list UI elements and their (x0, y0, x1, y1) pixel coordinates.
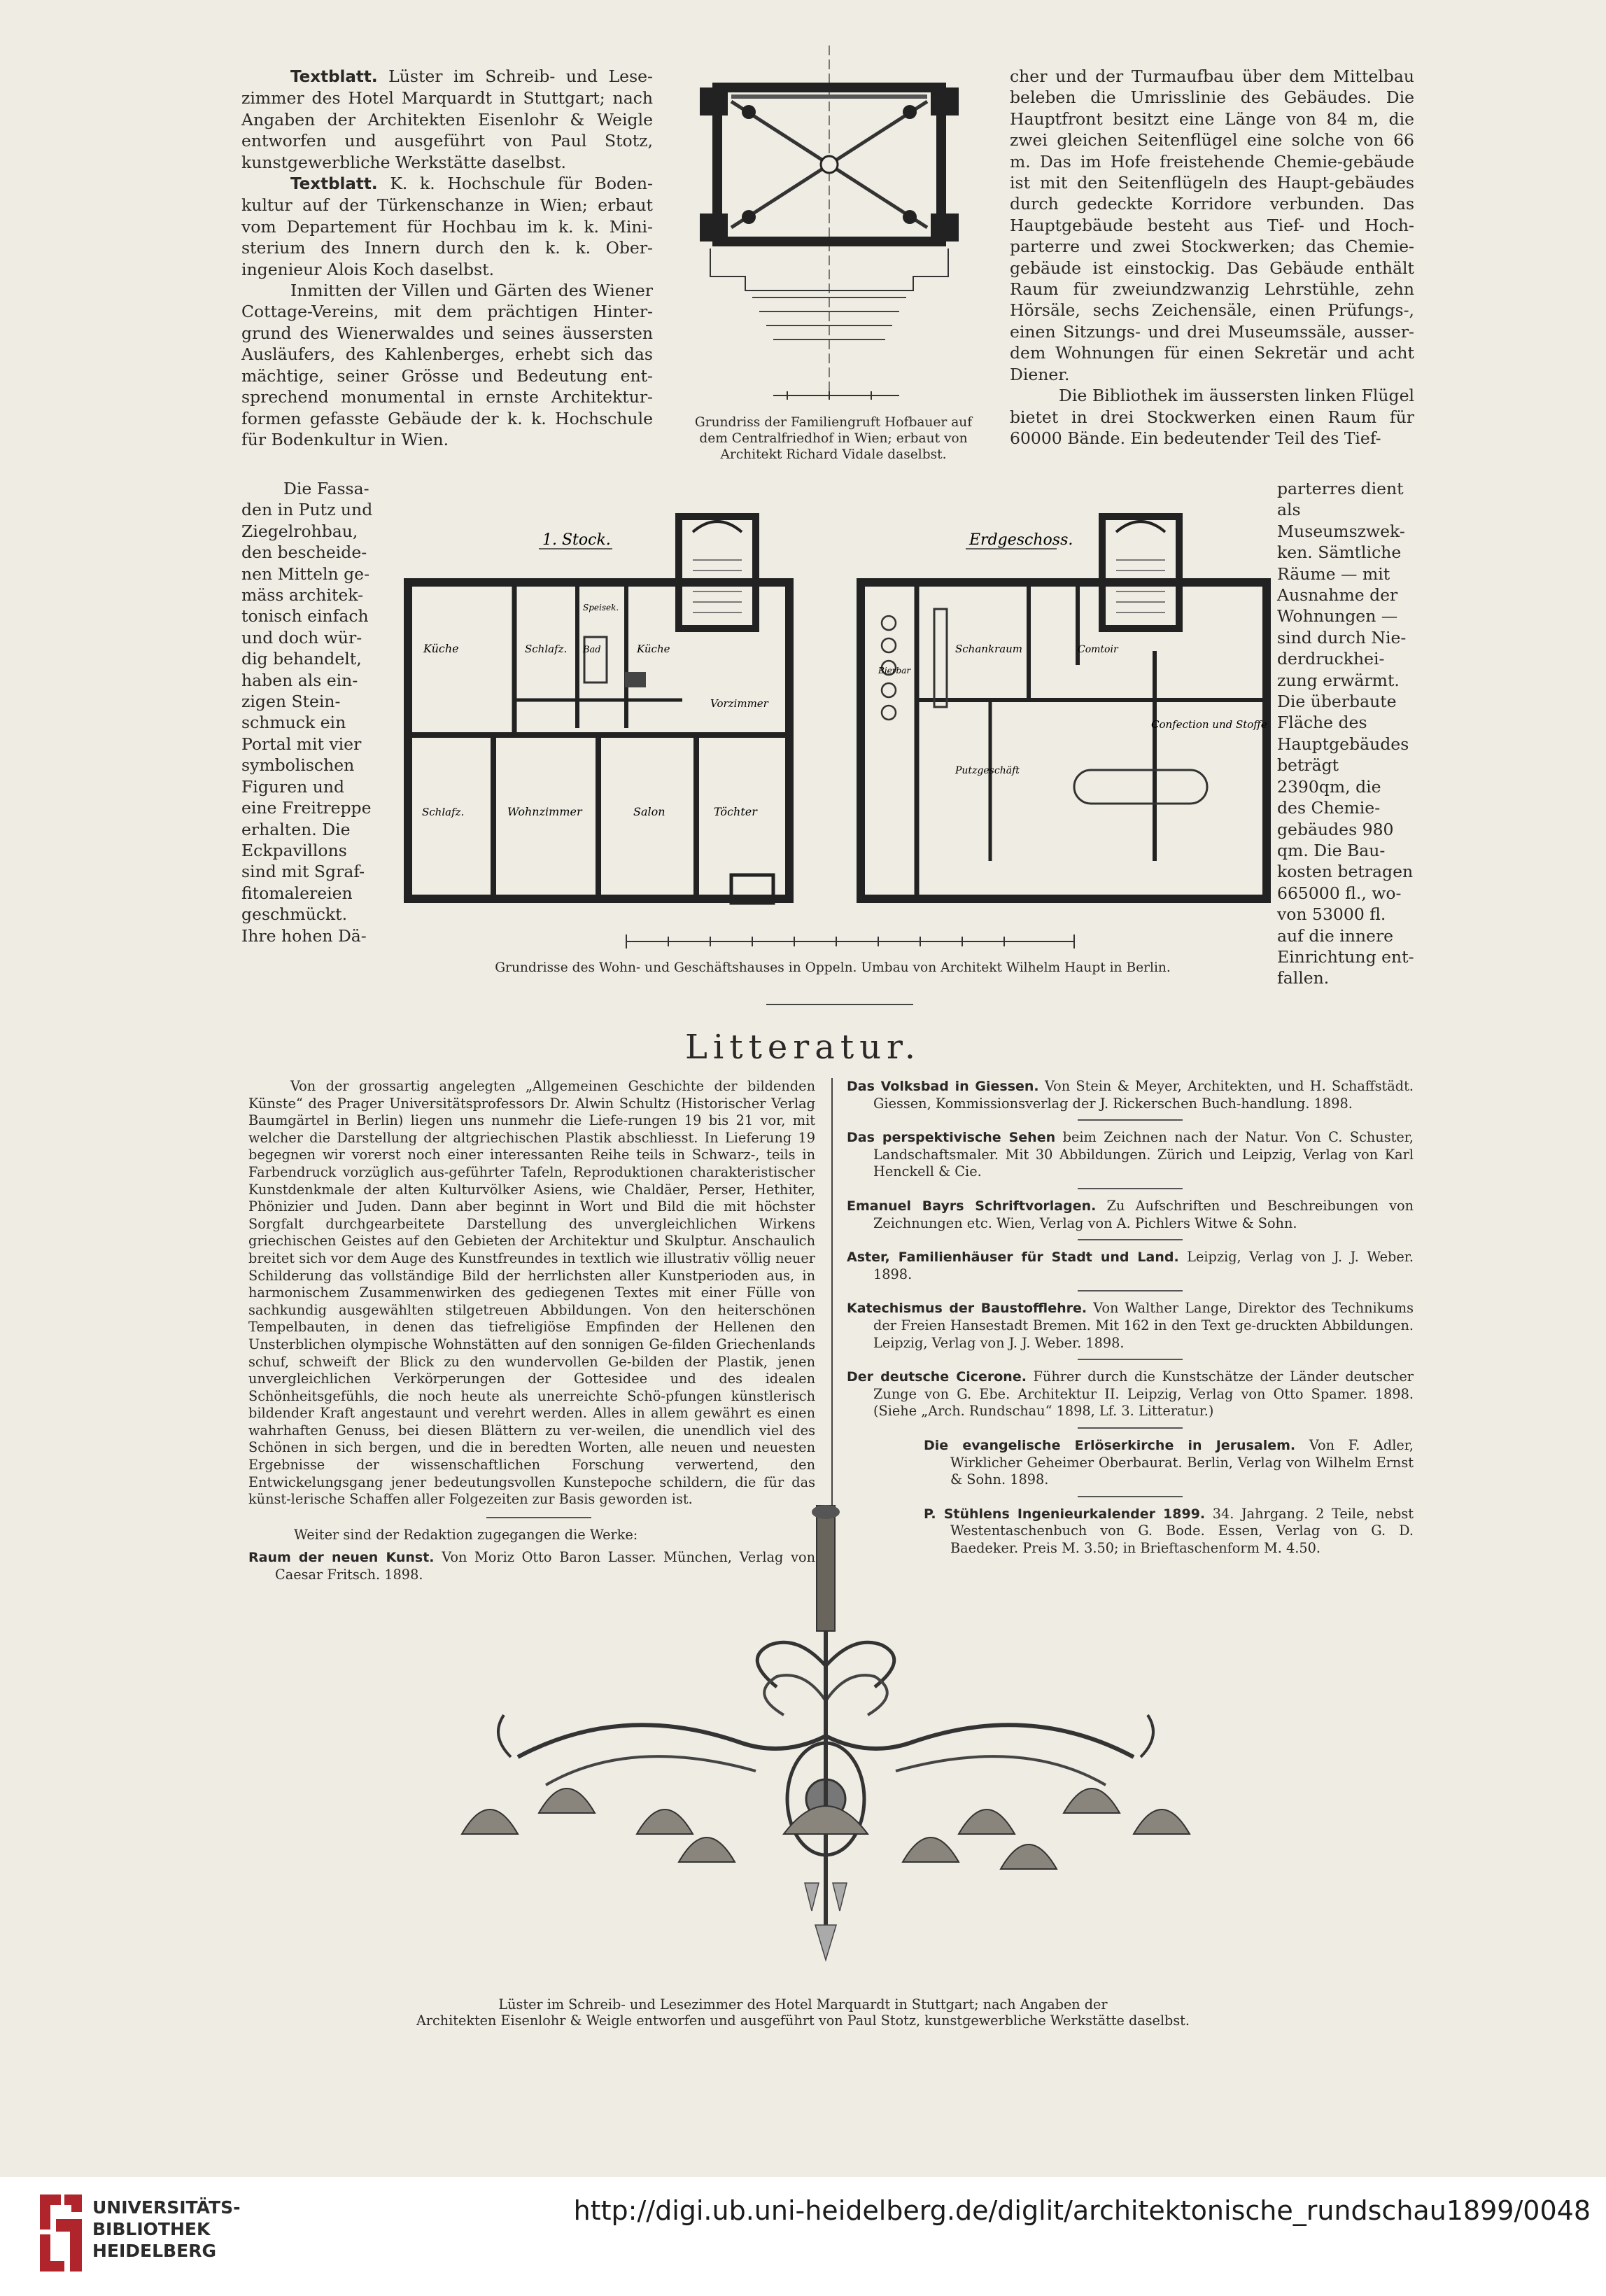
reference: Das perspektivische Sehen beim Zeichnen nach der Natur. Von C. Schuster, Landschaftsmaler. Mit 30 Abbildungen. Zürich und Leipzig, Verlag von Karl Henckell & Cie. (847, 1129, 1414, 1180)
plan-label: Bad (583, 645, 601, 655)
library-logo-icon (36, 2191, 85, 2275)
plan-label: Speisek. (583, 603, 619, 612)
paragraph: cher und der Turmaufbau über dem Mittelbau beleben die Umrisslinie des Gebäudes. Die Hauptfront besitzt eine Länge von 84 m, die zwei gleichen Seitenflügel eine solche von 66 m. Das im Hofe freistehende Chemie-gebäude ist mit den Seitenflügeln des Haupt-gebäudes durch gedeckte Korridore verbunden. Das Hauptgebäude besteht aus Tief- und Hoch-parterre und zwei Stockwerken; das Chemie-gebäude ist einstockig. Das Gebäude enthält Raum für zweiundzwanzig Lehrstühle, zehn Hörsäle, sechs Zeichensäle, einen Prüfungs-, einen Sitzungs- und drei Museumssäle, ausser-dem Wohnungen für einen Sekretär und acht Diener. (1010, 66, 1414, 384)
paragraph: Textblatt. Lüster im Schreib- und Lese-zimmer des Hotel Marquardt in Stuttgart; nach Angaben der Architekten Eisenlohr & Weigle entworfen und ausgeführt von Paul Stotz, kunstgewerbliche Werkstätte daselbst. (241, 66, 653, 172)
reference: P. Stühlens Ingenieurkalender 1899. 34. Jahrgang. 2 Teile, nebst Westentaschenbuch von G. Bode. Essen, Verlag von G. D. Baedeker. Preis M. 3.50; in Brieftaschenform M. 4.50. (924, 1505, 1414, 1556)
paragraph: Die Fassa-den in Putz und Ziegelrohbau, den bescheide-nen Mitteln ge-mäss architek-tonisch einfach und doch wür-dig behandelt, haben als ein-zigen Stein-schmuck ein Portal mit vier symbolischen Figuren und eine Freitreppe erhalten. Die Eckpavillons sind mit Sgraf-fitomalereien geschmückt. Ihre hohen Dä- (241, 479, 373, 946)
reference: Raum der neuen Kunst. Von Moriz Otto Baron Lasser. München, Verlag von Caesar Fritsch. 1898. (248, 1549, 815, 1583)
right-narrow-column (1277, 478, 1414, 989)
review-text: Von der grossartig angelegten „Allgemeinen Geschichte der bildenden Künste“ des Prager Universitätsprofessors Dr. Alwin Schultz (Historischer Verlag Baumgärtel in Berlin) liegen uns nunmehr die Liefe-rungen 19 bis 21 vor, mit welcher die Darstellung der altgriechischen Plastik abschliesst. In Lieferung 19 begegnen wir vorerst noch einer interessanten Reihe teils in Schwarz-, teils in Farbendruck vorzüglich aus-geführter Tafeln, Reproduktionen charakteristischer Kunstdenkmale der alten Kulturvölker Asiens, wie Chaldäer, Perser, Hethiter, Phönizier und Juden. Dann aber beginnt in Wort und Bild die mit höchster Sorgfalt durchgearbeitete Darstellung des unvergleichlichen Wirkens griechischen Geistes auf den Gebieten der Architektur und Skulptur. Anschaulich breitet sich vor dem Auge des Kunstfreundes in textlich wie illustrativ völlig neuer Schilderung das vollständige Bild der herrlichsten aller Kunstperioden aus, in harmonischem Zusammenwirken des gediegenen Textes mit einer Fülle von sachkundig ausgewählten stilgetreuen Abbildungen. Von den heiterschönen Tempelbauten, in denen das tiefreligiöse Empfinden der Hellenen den Unsterblichen olympische Wohnstätten auf den sonnigen Ge-filden Griechenlands schuf, schweift der Blick zu den wundervollen Ge-bilden der Plastik, jenen unvergleichlichen Verkörperungen der Gottesidee und des idealen Schönheitsgefühls, die noch heute als unerreichte Schö-pfungen künstlerisch bildender Kraft angestaunt und verehrt werden. Alles in allem gewährt es einen wahrhaften Genuss, bei diesen Blättern zu ver-weilen, die unendlich viel des Schönen in sich bergen, und die in beredten Worten, alle neuen und neuesten Ergebnisse der wissenschaftlichen Forschung verwertend, den Entwickelungsgang jener bedeutungsvollen Kunstepoche schildern, die für das künst-lerische Schaffen aller Folgezeiten zur Basis geworden ist. (248, 1078, 815, 1508)
plan-label: Vorzimmer (710, 697, 768, 710)
plan-label: Confection und Stoffe (1151, 718, 1267, 731)
reference: Aster, Familienhäuser für Stadt und Land. Leipzig, Verlag von J. J. Weber. 1898. (847, 1249, 1414, 1282)
divider (766, 1004, 913, 1005)
reference: Die evangelische Erlöserkirche in Jerusalem. Von F. Adler, Wirklicher Geheimer Oberbaurat. Berlin, Verlag von Wilhelm Ernst & Sohn. 1898. (924, 1436, 1414, 1488)
divider (1078, 1427, 1183, 1429)
crypt-caption: Grundriss der Familiengruft Hofbauer auf dem Centralfriedhof in Wien; erbaut von Architekt Richard Vidale daselbst. (694, 415, 973, 462)
plan-label: Comtoir (1078, 644, 1118, 655)
left-narrow-column (241, 478, 381, 946)
plan-label-erdgeschoss: Erdgeschoss. (969, 531, 1073, 549)
plan-label: Putzgeschäft (955, 765, 1020, 776)
plan-label: Salon (633, 805, 665, 818)
plan-label: Küche (423, 642, 459, 655)
paragraph: Die Bibliothek im äussersten linken Flügel bietet in drei Stockwerken einen Raum für 60000 Bände. Ein bedeutender Teil des Tief- (1010, 386, 1414, 448)
library-name: UNIVERSITÄTS- BIBLIOTHEK HEIDELBERG (92, 2197, 241, 2261)
divider (1078, 1119, 1183, 1121)
divider (1078, 1290, 1183, 1292)
paragraph: Textblatt. K. k. Hochschule für Boden-kultur auf der Türkenschanze in Wien; erbaut vom Departement für Hochbau im k. k. Mini-sterium des Innern durch den k. k. Ober-ingenieur Alois Koch daselbst. (241, 174, 653, 279)
reference: Katechismus der Baustofflehre. Von Walther Lange, Direktor des Technikums der Freien Hansestadt Bremen. Mit 162 in den Text ge-druckten Abbildungen. Leipzig, Verlag von J. J. Weber. 1898. (847, 1300, 1414, 1351)
column-divider (831, 1078, 833, 1533)
divider (1078, 1188, 1183, 1189)
oppeln-floor-plans (402, 490, 1277, 952)
chandelier-caption: Lüster im Schreib- und Lesezimmer des Hotel Marquardt in Stuttgart; nach Angaben der Architekten Eisenlohr & Weigle entworfen und ausgeführt von Paul Stotz, kunstgewerbliche Werkstätte daselbst. (416, 1996, 1190, 2029)
right-column (1010, 66, 1414, 449)
reference: Emanuel Bayrs Schriftvorlagen. Zu Aufschriften und Beschreibungen von Zeichnungen etc. Wien, Verlag von A. Pichlers Witwe & Sohn. (847, 1197, 1414, 1231)
plan-label: Schlafz. (422, 806, 465, 818)
plan-label: Küche (637, 643, 670, 655)
oppeln-caption: Grundrisse des Wohn- und Geschäftshauses in Oppeln. Umbau von Architekt Wilhelm Haupt in Berlin. (495, 960, 1171, 975)
plan-label: Schlafz. (525, 643, 568, 655)
reference: Das Volksbad in Giessen. Von Stein & Meyer, Architekten, und H. Schaffstädt. Giessen, Kommissionsverlag der J. Rickerschen Buch-handlung. 1898. (847, 1078, 1414, 1112)
paragraph: parterres dient als Museumszwek-ken. Sämtliche Räume — mit Ausnahme der Wohnungen — sind durch Nie-derdruckhei-zung erwärmt. Die überbaute Fläche des Hauptgebäudes beträgt 2390qm, die des Chemie-gebäudes 980 qm. Die Bau-kosten betragen 665000 fl., wo-von 53000 fl. auf die innere Einrichtung ent-fallen. (1277, 479, 1414, 988)
reference: Der deutsche Cicerone. Führer durch die Kunstschätze der Länder deutscher Zunge von G. Ebe. Architektur II. Leipzig, Verlag von Otto Spamer. 1898. (Siehe „Arch. Rundschau“ 1898, Lf. 3. Litteratur.) (847, 1368, 1414, 1420)
section-heading: Litteratur. (685, 1028, 921, 1067)
plan-label-stock: 1. Stock. (542, 531, 611, 549)
divider (1078, 1359, 1183, 1360)
received-note: Weiter sind der Redaktion zugegangen die Werke: (294, 1526, 638, 1543)
paragraph: Inmitten der Villen und Gärten des Wiener Cottage-Vereins, mit dem prächtigen Hinter-grund des Wienerwaldes und seines äussersten Ausläufers, des Kahlenberges, erhebt sich das mächtige, seiner Grösse und Bedeutung ent-sprechend monumental in ernste Architektur-formen gefasste Gebäude der k. k. Hochschule für Bodenkultur in Wien. (241, 281, 653, 449)
divider (1078, 1239, 1183, 1240)
plan-label: Töchter (714, 805, 757, 818)
chandelier-illustration (448, 1505, 1204, 1981)
plan-label: Wohnzimmer (507, 805, 582, 818)
plan-label: Bierbar (878, 666, 911, 676)
litteratur-right (847, 1078, 1414, 1557)
plan-label: Schankraum (955, 643, 1023, 655)
left-column (241, 66, 653, 450)
source-url-link[interactable]: http://digi.ub.uni-heidelberg.de/diglit/architektonische_rundschau1899/0048 (573, 2195, 1591, 2226)
crypt-floor-plan (689, 46, 969, 410)
divider (1078, 1496, 1183, 1497)
